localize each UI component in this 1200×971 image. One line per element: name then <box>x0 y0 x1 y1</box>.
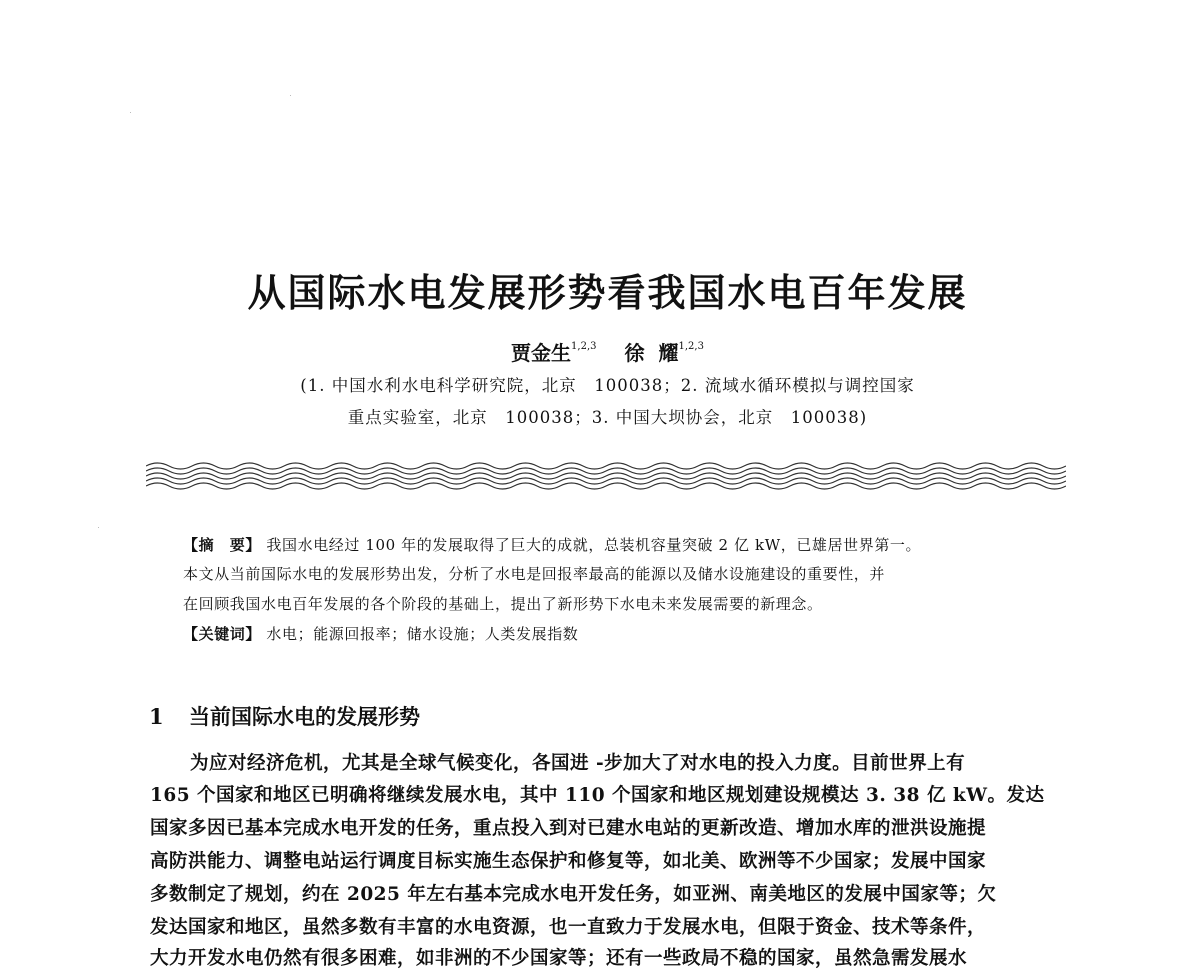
body-line-2: 165 个国家和地区已明确将继续发展水电，其中 110 个国家和地区规划建设规模达 3. 38 亿 kW。发达 <box>150 785 1045 806</box>
author-2-name-part2: 耀 <box>658 341 679 365</box>
body-line-5: 多数制定了规划，约在 2025 年左右基本完成水电开发任务，如亚洲、南美地区的发展中国家等；欠 <box>150 884 997 905</box>
scan-speck <box>290 95 291 96</box>
affiliation-line-2: 重点实验室，北京 100038；3. 中国大坝协会，北京 100038) <box>347 408 868 427</box>
paper-title: 从国际水电发展形势看我国水电百年发展 <box>247 271 968 315</box>
abstract-text-1: 我国水电经过 100 年的发展取得了巨大的成就，总装机容量突破 2 亿 kW，已雄居世界第一。 <box>266 536 922 554</box>
body-line-1: 为应对经济危机，尤其是全球气候变化，各国进 -步加大了对水电的投入力度。目前世界上有 <box>190 753 966 774</box>
keywords-line <box>183 624 1063 644</box>
section-heading <box>149 701 420 731</box>
wave-divider <box>146 458 1066 490</box>
keywords-text: 水电；能源回报率；储水设施；人类发展指数 <box>266 625 579 643</box>
abstract-line-2: 本文从当前国际水电的发展形势出发，分析了水电是回报率最高的能源以及储水设施建设的重要性，并 <box>183 565 886 583</box>
affiliation-line-1: (1. 中国水利水电科学研究院，北京 100038；2. 流域水循环模拟与调控国家 <box>300 376 915 395</box>
abstract-line-1 <box>183 535 1063 555</box>
keywords-label: 【关键词】 <box>183 625 262 643</box>
body-line-4: 高防洪能力、调整电站运行调度目标实施生态保护和修复等，如北美、欧洲等不少国家；发展中国家 <box>150 851 987 872</box>
scan-speck <box>130 112 131 113</box>
body-line-7: 大力开发水电仍然有很多困难，如非洲的不少国家等；还有一些政局不稳的国家，虽然急需发展水 <box>150 948 968 969</box>
author-line <box>0 337 1200 366</box>
body-line-3: 国家多因已基本完成水电开发的任务，重点投入到对已建水电站的更新改造、增加水库的泄洪设施提 <box>150 818 987 839</box>
author-1-affil-marks: 1,2,3 <box>571 341 597 353</box>
author-2-name-part1: 徐 <box>624 341 645 365</box>
body-line-6: 发达国家和地区，虽然多数有丰富的水电资源，也一直致力于发展水电，但限于资金、技术等条件， <box>150 917 987 938</box>
section-title: 当前国际水电的发展形势 <box>189 705 420 729</box>
author-2-affil-marks: 1,2,3 <box>678 341 704 353</box>
author-1-name: 贾金生 <box>511 341 572 365</box>
abstract-line-3: 在回顾我国水电百年发展的各个阶段的基础上，提出了新形势下水电未来发展需要的新理念。 <box>183 595 823 613</box>
section-number: 1 <box>149 704 164 729</box>
scan-speck <box>98 527 99 528</box>
abstract-label: 【摘 要】 <box>183 536 262 554</box>
